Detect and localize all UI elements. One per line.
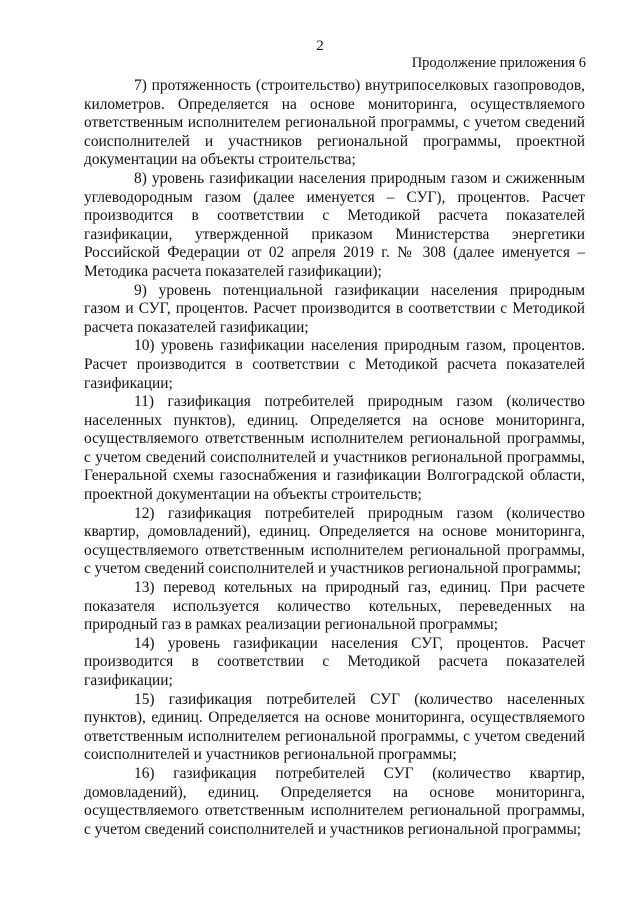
paragraph-item-7: 7) протяженность (строительство) внутрипоселковых газопроводов, километров. Определяется на основе мониторинга, осуществляемого ответственным исполнителем региональной программы, с учетом сведений соисполнителей и участников региональной программы, проектной документации на объекты строительства;: [84, 77, 585, 169]
page-number: 2: [316, 38, 324, 54]
paragraph-item-11: 11) газификация потребителей природным газом (количество населенных пунктов), единиц. Определяется на основе мониторинга, осуществляемого ответственным исполнителем региональной программы, с учетом сведений соисполнителей и участников региональной программы, Генеральной схемы газоснабжения и газификации Волгоградской области, проектной документации на объекты строительств;: [84, 393, 585, 504]
paragraph-item-13: 13) перевод котельных на природный газ, единиц. При расчете показателя используется количество котельных, переведенных на природный газ в рамках реализации региональной программы;: [84, 579, 585, 634]
document-body: [84, 77, 585, 839]
appendix-continuation-note: Продолжение приложения 6: [411, 55, 586, 71]
paragraph-item-14: 14) уровень газификации населения СУГ, процентов. Расчет производится в соответствии с Методикой расчета показателей газификации;: [84, 634, 585, 689]
paragraph-item-12: 12) газификация потребителей природным газом (количество квартир, домовладений), единиц. Определяется на основе мониторинга, осуществляемого ответственным исполнителем региональной программы, с учетом сведений соисполнителей и участников региональной программы;: [84, 504, 585, 578]
paragraph-item-15: 15) газификация потребителей СУГ (количество населенных пунктов), единиц. Определяется на основе мониторинга, осуществляемого ответственным исполнителем региональной программы, с учетом сведений соисполнителей и участников региональной программы;: [84, 690, 585, 764]
paragraph-item-9: 9) уровень потенциальной газификации населения природным газом и СУГ, процентов. Расчет производится в соответствии с Методикой расчета показателей газификации;: [84, 281, 585, 336]
paragraph-item-8: 8) уровень газификации населения природным газом и сжиженным углеводородным газом (далее именуется – СУГ), процентов. Расчет производится в соответствии с Методикой расчета показателей газификации, утвержденной приказом Министерства энергетики Российской Федерации от 02 апреля 2019 г. № 308 (далее именуется – Методика расчета показателей газификации);: [84, 169, 585, 280]
paragraph-item-16: 16) газификация потребителей СУГ (количество квартир, домовладений), единиц. Определяется на основе мониторинга, осуществляемого ответственным исполнителем региональной программы, с учетом сведений соисполнителей и участников региональной программы;: [84, 764, 585, 838]
paragraph-item-10: 10) уровень газификации населения природным газом, процентов. Расчет производится в соответствии с Методикой расчета показателей газификации;: [84, 337, 585, 392]
